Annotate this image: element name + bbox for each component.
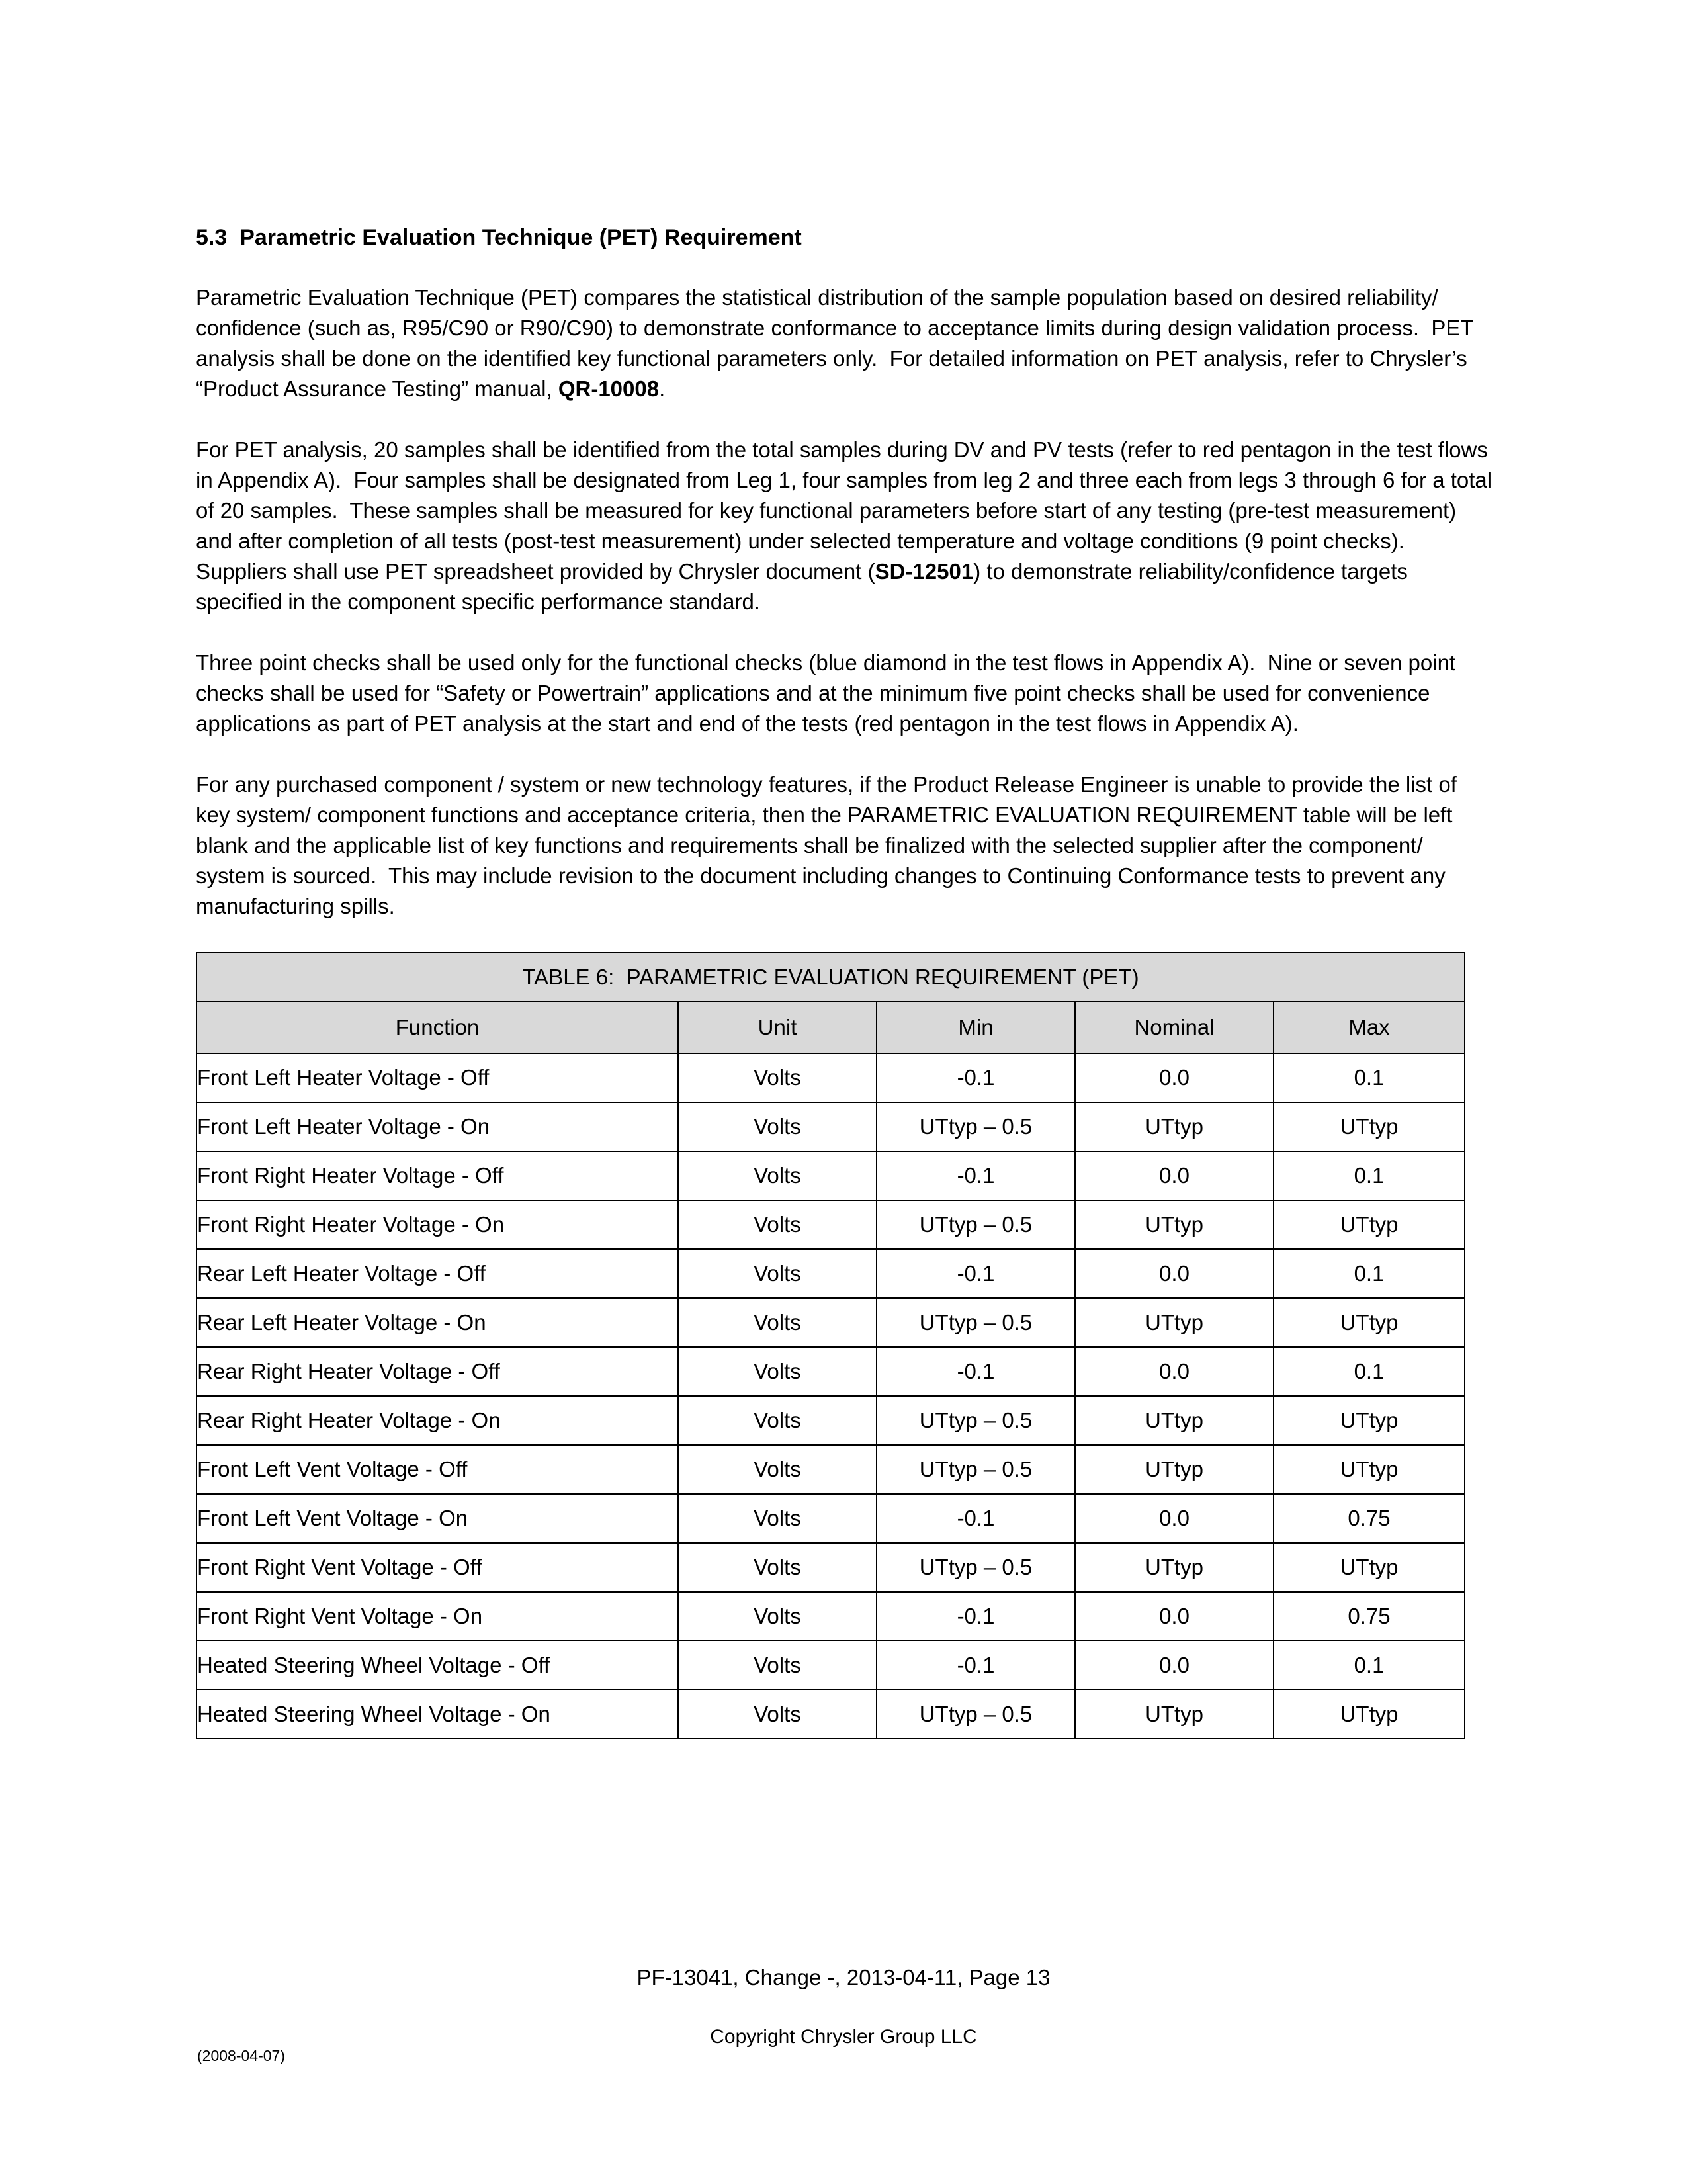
table-cell: Volts xyxy=(678,1249,877,1298)
table-cell: Rear Right Heater Voltage - On xyxy=(196,1396,678,1445)
table-row xyxy=(196,1641,1465,1690)
section-heading: 5.3 Parametric Evaluation Technique (PET) Requirement xyxy=(196,225,802,250)
table-cell: UTtyp xyxy=(1274,1200,1465,1249)
table-cell: 0.1 xyxy=(1274,1347,1465,1396)
column-header: Unit xyxy=(678,1002,877,1053)
table-cell: UTtyp xyxy=(1075,1543,1274,1592)
table-cell: UTtyp – 0.5 xyxy=(877,1690,1075,1739)
table-cell: Front Right Vent Voltage - On xyxy=(196,1592,678,1641)
table-cell: Front Left Vent Voltage - Off xyxy=(196,1445,678,1494)
table-cell: Front Right Heater Voltage - Off xyxy=(196,1151,678,1200)
table-cell: 0.1 xyxy=(1274,1249,1465,1298)
table-cell: 0.1 xyxy=(1274,1641,1465,1690)
table-cell: Volts xyxy=(678,1347,877,1396)
paragraph: Three point checks shall be used only for the functional checks (blue diamond in the test flows in Appendix A). Nine or seven point checks shall be used for “Safety or Powertrain” applications and at the minimum five point checks shall be used for convenience applications as part of PET analysis at the start and end of the tests (red pentagon in the test flows in Appendix A). xyxy=(196,650,1462,736)
table-cell: Volts xyxy=(678,1200,877,1249)
table-row xyxy=(196,1592,1465,1641)
table-cell: Volts xyxy=(678,1151,877,1200)
column-header: Min xyxy=(877,1002,1075,1053)
table-cell: Volts xyxy=(678,1053,877,1102)
table-cell: UTtyp xyxy=(1274,1102,1465,1151)
table-title: TABLE 6: PARAMETRIC EVALUATION REQUIREMENT (PET) xyxy=(196,953,1465,1002)
table-cell: Front Right Vent Voltage - Off xyxy=(196,1543,678,1592)
table-cell: 0.0 xyxy=(1075,1053,1274,1102)
table-cell: -0.1 xyxy=(877,1249,1075,1298)
table-cell: UTtyp xyxy=(1075,1200,1274,1249)
table-row xyxy=(196,1298,1465,1347)
table-row xyxy=(196,1053,1465,1102)
table-cell: Rear Left Heater Voltage - On xyxy=(196,1298,678,1347)
table-cell: Volts xyxy=(678,1592,877,1641)
table-row xyxy=(196,1102,1465,1151)
footer-copyright: Copyright Chrysler Group LLC xyxy=(710,2026,977,2048)
table-cell: UTtyp xyxy=(1274,1396,1465,1445)
table-row xyxy=(196,1445,1465,1494)
table-row xyxy=(196,1396,1465,1445)
table-cell: Volts xyxy=(678,1396,877,1445)
table-row xyxy=(196,1347,1465,1396)
table-cell: 0.1 xyxy=(1274,1151,1465,1200)
table-cell: UTtyp xyxy=(1274,1298,1465,1347)
table-cell: Heated Steering Wheel Voltage - On xyxy=(196,1690,678,1739)
table-cell: 0.0 xyxy=(1075,1151,1274,1200)
pet-table-header-row xyxy=(196,1002,1465,1053)
body-paragraphs xyxy=(196,283,1498,922)
table-cell: -0.1 xyxy=(877,1151,1075,1200)
table-title-row xyxy=(196,953,1465,1002)
table-cell: Volts xyxy=(678,1690,877,1739)
document-content xyxy=(196,225,1498,1739)
table-cell: -0.1 xyxy=(877,1053,1075,1102)
table-cell: Volts xyxy=(678,1543,877,1592)
table-cell: UTtyp – 0.5 xyxy=(877,1445,1075,1494)
table-cell: UTtyp xyxy=(1075,1690,1274,1739)
table-cell: Volts xyxy=(678,1445,877,1494)
table-cell: Volts xyxy=(678,1298,877,1347)
table-cell: Front Left Heater Voltage - Off xyxy=(196,1053,678,1102)
table-cell: UTtyp – 0.5 xyxy=(877,1200,1075,1249)
table-cell: 0.0 xyxy=(1075,1494,1274,1543)
table-cell: -0.1 xyxy=(877,1494,1075,1543)
paragraph: For PET analysis, 20 samples shall be identified from the total samples during DV and PV tests (refer to red pentagon in the test flows in Appendix A). Four samples shall be designated from Leg 1, four samples from leg 2 and three each from legs 3 through 6 for a total of 20 samples. These samples shall be measured for key functional parameters before start of any testing (pre-test measurement) and after completion of all tests (post-test measurement) under selected temperature and voltage conditions (9 point checks). Suppliers shall use PET spreadsheet provided by Chrysler document (SD-12501) to demonstrate reliability/confidence targets specified in the component specific performance standard. xyxy=(196,437,1498,614)
table-cell: 0.0 xyxy=(1075,1249,1274,1298)
table-cell: 0.0 xyxy=(1075,1592,1274,1641)
footer-date-note: (2008-04-07) xyxy=(197,2047,285,2064)
table-cell: UTtyp xyxy=(1274,1445,1465,1494)
column-header: Function xyxy=(196,1002,678,1053)
table-row xyxy=(196,1200,1465,1249)
table-row xyxy=(196,1249,1465,1298)
pet-table-body xyxy=(196,1053,1465,1739)
table-cell: UTtyp – 0.5 xyxy=(877,1543,1075,1592)
table-cell: Heated Steering Wheel Voltage - Off xyxy=(196,1641,678,1690)
table-cell: UTtyp – 0.5 xyxy=(877,1396,1075,1445)
column-header: Nominal xyxy=(1075,1002,1274,1053)
table-row xyxy=(196,1543,1465,1592)
column-header: Max xyxy=(1274,1002,1465,1053)
table-cell: UTtyp xyxy=(1075,1445,1274,1494)
table-cell: -0.1 xyxy=(877,1641,1075,1690)
table-cell: Rear Right Heater Voltage - Off xyxy=(196,1347,678,1396)
table-cell: UTtyp xyxy=(1274,1690,1465,1739)
table-cell: UTtyp xyxy=(1274,1543,1465,1592)
table-cell: 0.75 xyxy=(1274,1494,1465,1543)
table-cell: Front Left Heater Voltage - On xyxy=(196,1102,678,1151)
pet-table xyxy=(196,952,1465,1739)
table-cell: -0.1 xyxy=(877,1592,1075,1641)
table-cell: -0.1 xyxy=(877,1347,1075,1396)
table-cell: UTtyp xyxy=(1075,1298,1274,1347)
table-cell: Front Right Heater Voltage - On xyxy=(196,1200,678,1249)
table-cell: Rear Left Heater Voltage - Off xyxy=(196,1249,678,1298)
table-cell: UTtyp – 0.5 xyxy=(877,1102,1075,1151)
table-cell: Front Left Vent Voltage - On xyxy=(196,1494,678,1543)
table-cell: UTtyp xyxy=(1075,1102,1274,1151)
footer-document-line: PF-13041, Change -, 2013-04-11, Page 13 xyxy=(636,1965,1051,1989)
table-cell: 0.0 xyxy=(1075,1347,1274,1396)
paragraph: Parametric Evaluation Technique (PET) compares the statistical distribution of the sample population based on desired reliability/ confidence (such as, R95/C90 or R90/C90) to demonstrate conformance to acceptance limits during design validation process. PET analysis shall be done on the identified key functional parameters only. For detailed information on PET analysis, refer to Chrysler’s “Product Assurance Testing” manual, QR-10008. xyxy=(196,285,1480,401)
table-cell: 0.0 xyxy=(1075,1641,1274,1690)
table-cell: Volts xyxy=(678,1641,877,1690)
table-row xyxy=(196,1494,1465,1543)
table-row xyxy=(196,1151,1465,1200)
table-row xyxy=(196,1690,1465,1739)
table-cell: 0.1 xyxy=(1274,1053,1465,1102)
table-cell: Volts xyxy=(678,1494,877,1543)
table-cell: UTtyp – 0.5 xyxy=(877,1298,1075,1347)
paragraph: For any purchased component / system or new technology features, if the Product Release Engineer is unable to provide the list of key system/ component functions and acceptance criteria, then the PARAMETRIC EVALUATION REQUIREMENT table will be left blank and the applicable list of key functions and requirements shall be finalized with the selected supplier after the component/ system is sourced. This may include revision to the document including changes to Continuing Conformance tests to prevent any manufacturing spills. xyxy=(196,772,1463,918)
table-cell: Volts xyxy=(678,1102,877,1151)
table-cell: 0.75 xyxy=(1274,1592,1465,1641)
table-cell: UTtyp xyxy=(1075,1396,1274,1445)
